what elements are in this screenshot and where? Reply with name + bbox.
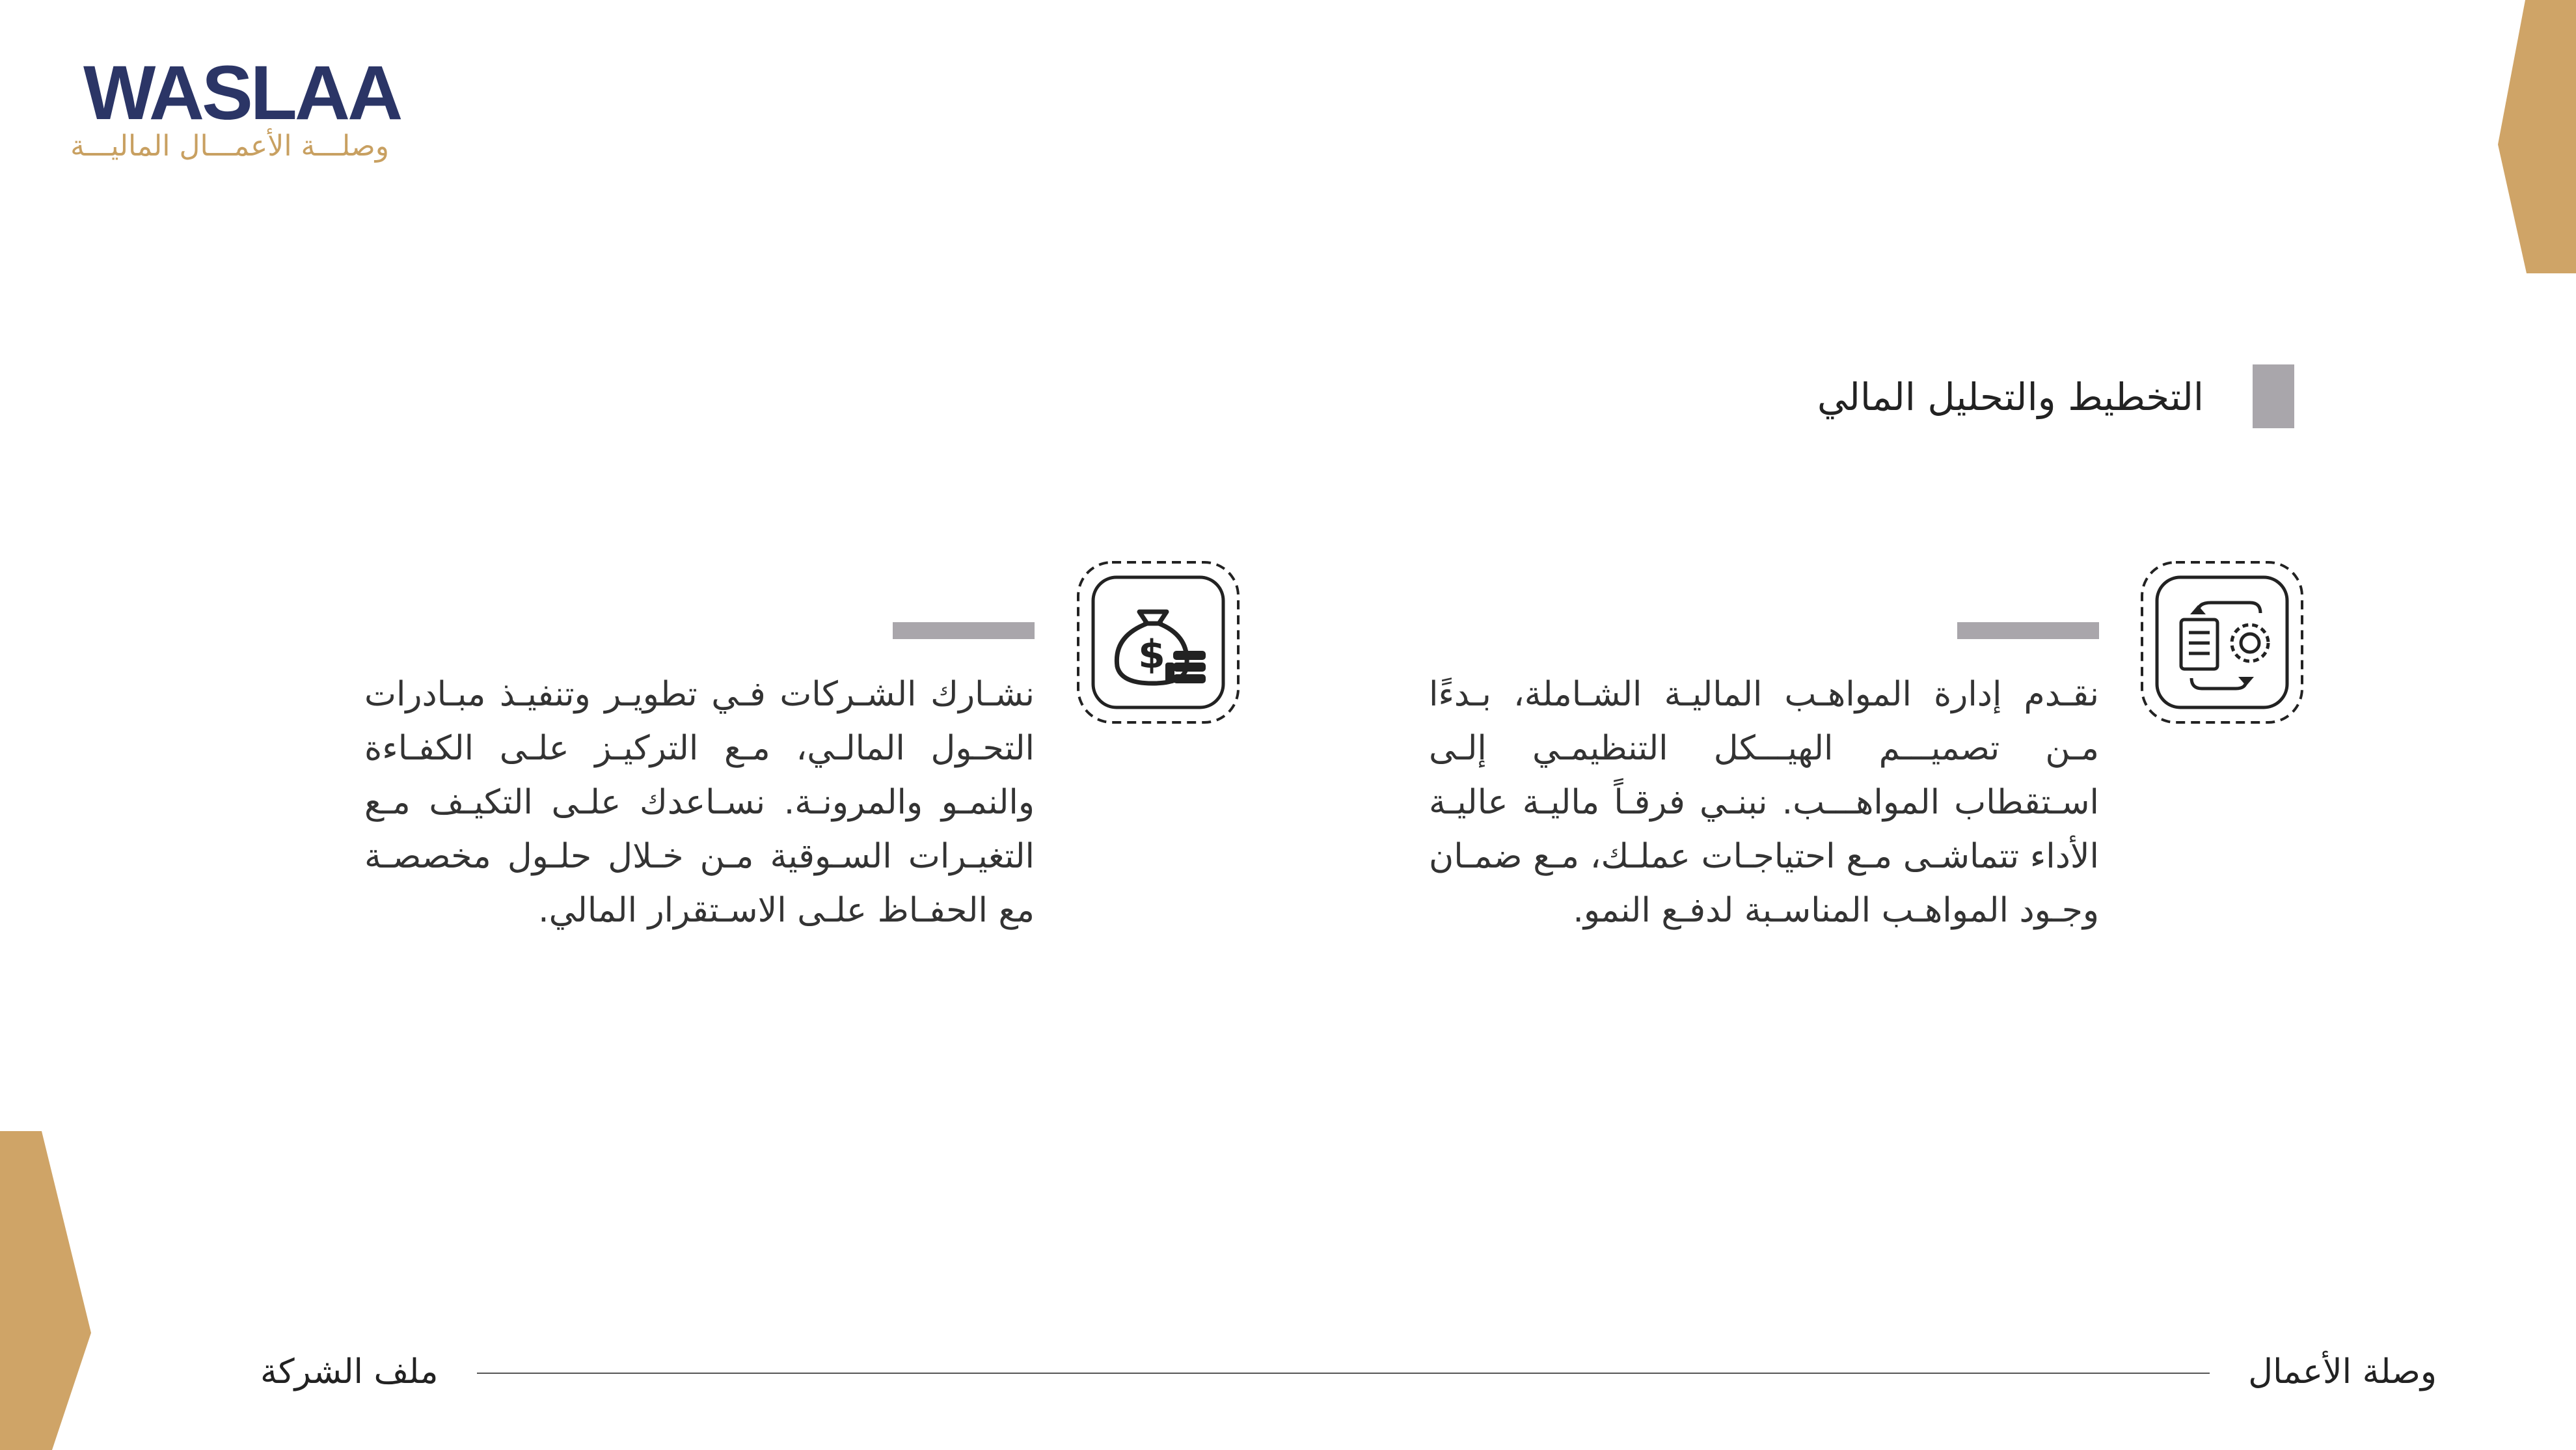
card-description: نشـارك الشـركات فـي تطويـر وتنفيـذ مبـادرات التحـول المالـي، مـع التركيـز علـى الكفـاءة والنمـو والمرونـة. نسـاعدك علـى التكيـف مـع التغيـرات السـوقية مـن خـلال حلـول مخصصـة مع الحفـاظ علـى الاسـتقرار المالي. — [364, 675, 1035, 930]
footer-document-label: ملف الشركة — [260, 1352, 439, 1391]
section-marker — [2253, 364, 2294, 428]
corner-decoration-bottom-left — [0, 1131, 91, 1450]
logo-wordmark: WASLAA — [83, 50, 401, 136]
card-description: نقـدم إدارة المواهـب الماليـة الشـاملة، بـدءًا مـن تصميـــم الهيـــكل التنظيمـي إلـى اسـتقطاب المواهـــب. نبنـي فرقـاً ماليـة عاليـة الأداء تتماشـى مـع احتياجـات عملـك، مـع ضمـان وجـود المواهـب المناسـبة لدفـع النمو. — [1429, 675, 2099, 930]
svg-text:$: $ — [1138, 632, 1165, 677]
footer-company-name: وصلة الأعمال — [2248, 1352, 2437, 1391]
title-underline-bar — [893, 622, 1035, 639]
logo-tagline: وصلـــة الأعمـــال الماليـــة — [70, 130, 389, 163]
brand-logo — [70, 50, 401, 168]
document-gear-cycle-icon — [2139, 560, 2305, 725]
money-bag-coins-icon — [1076, 560, 1241, 725]
corner-decoration-top-right — [2498, 0, 2576, 273]
footer-divider — [477, 1373, 2210, 1374]
title-underline-bar — [1957, 622, 2099, 639]
section-title: التخطيط والتحليل المالي — [1817, 375, 2204, 419]
